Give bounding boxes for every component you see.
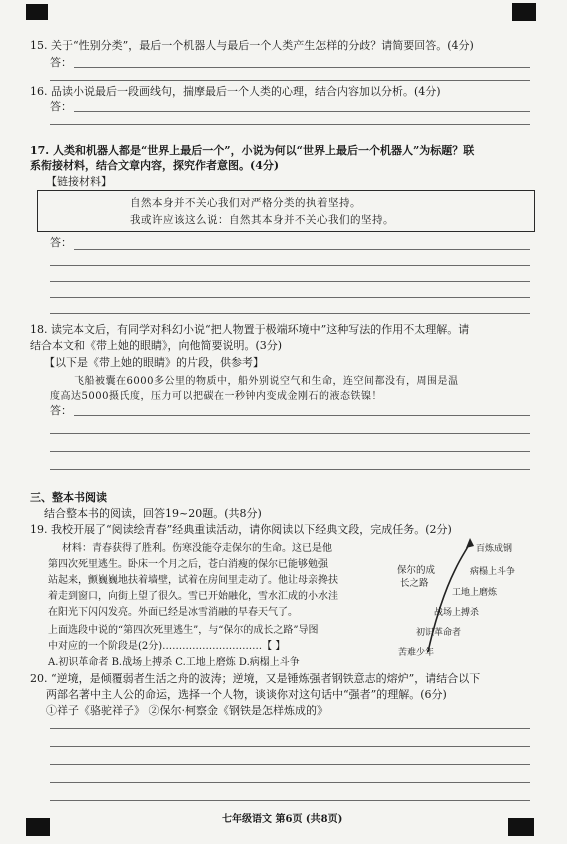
stage-5: 初识革命者 (416, 628, 462, 638)
excerpt-label: 【以下是《带上她的眼睛》的片段，供参考】 (44, 356, 264, 369)
arrow-head-icon (466, 538, 474, 548)
material-line-2: 第四次死里逃生。卧床一个月之后，苍白消瘦的保尔已能够勉强 (48, 559, 328, 570)
material-line-4: 着走到窗口，向街上望了很久。雪已开始融化，雪水汇成的小水洼 (48, 591, 338, 602)
stage-3: 工地上磨炼 (452, 588, 498, 598)
material-line-5: 在阳光下闪闪发亮。外面已经是冰雪消融的早春天气了。 (48, 607, 298, 618)
stage-4: 战场上搏杀 (434, 608, 480, 618)
question-16: 16. 品读小说最后一段画线句，揣摩最后一个人类的心理，结合内容加以分析。(4分) (30, 85, 441, 98)
stage-1: 百炼成钢 (476, 544, 513, 554)
answer-label-18: 答： (50, 404, 72, 417)
page-footer: 七年级语文 第6页 (共8页) (222, 814, 343, 825)
answer-label-15: 答： (50, 56, 72, 69)
link-quote-2: 我或许应该这么说：自然其本身并不关心我们的坚持。 (130, 214, 394, 226)
question-20-line1: 20. “逆境，是倾覆弱者生活之舟的波涛；逆境，又是锤炼强者钢铁意志的熔炉”，请结合以下 (30, 672, 481, 685)
stage-6: 苦难少年 (398, 648, 435, 658)
question-19-options: A.初识革命者 B.战场上搏杀 C.工地上磨炼 D.病榻上斗争 (48, 657, 300, 668)
question-19: 19. 我校开展了“阅读绘青春”经典重读活动，请你阅读以下经典文段，完成任务。(2分) (30, 523, 452, 536)
excerpt-line-2: 度高达5000摄氏度，压力可以把碳在一秒钟内变成金刚石的液态铁镍！ (50, 391, 382, 402)
answer-line[interactable] (50, 746, 530, 747)
question-15: 15. 关于“性别分类”，最后一个机器人与最后一个人类产生怎样的分歧？请简要回答。(4分) (30, 39, 474, 52)
map-title-line-2: 长之路 (400, 578, 429, 589)
material-line-3: 站起来，颤巍巍地扶着墙壁，试着在房间里走动了。他让母亲搀扶 (48, 575, 338, 586)
answer-label-17: 答： (50, 236, 72, 249)
question-20-line2: 两部名著中主人公的命运，选择一个人物，谈谈你对这句话中“强者”的理解。(6分) (46, 688, 447, 701)
material-line-1: 材料：青春获得了胜利。伤寒没能夺走保尔的生命。这已是他 (62, 543, 332, 554)
link-quote-1: 自然本身并不关心我们对严格分类的执着坚持。 (130, 197, 361, 209)
question-18-line2: 结合本文和《带上她的眼睛》，向他简要说明。(3分) (30, 339, 283, 352)
answer-line[interactable] (50, 782, 530, 783)
stage-2: 病榻上斗争 (470, 567, 516, 577)
link-material-label: 【链接材料】 (46, 175, 112, 188)
excerpt-line-1: 飞船被囊在6000多公里的物质中，船外别说空气和生命，连空间都没有，周围是温 (74, 376, 459, 387)
question-17-line2: 系衔接材料，结合文章内容，探究作者意图。(4分) (30, 159, 280, 172)
answer-line[interactable] (50, 728, 530, 729)
question-19-ask-1: 上面选段中说的“第四次死里逃生”，与“保尔的成长之路”导图 (48, 625, 319, 636)
answer-label-16: 答： (50, 100, 72, 113)
question-17-line1: 17. 人类和机器人都是“世界上最后一个”，小说为何以“世界上最后一个机器人”为标题？联 (30, 144, 475, 157)
question-18-line1: 18. 读完本文后，有同学对科幻小说“把人物置于极端环境中”这种写法的作用不太理解。请 (30, 323, 470, 336)
answer-line[interactable] (50, 764, 530, 765)
section-3-intro: 结合整本书的阅读，回答19~20题。(共8分) (44, 507, 262, 520)
answer-line[interactable] (50, 800, 530, 801)
question-19-ask-2: 中对应的一个阶段是(2分)…………………………【 】 (48, 641, 286, 652)
question-20-line3: ①祥子《骆驼祥子》 ②保尔·柯察金《钢铁是怎样炼成的》 (46, 704, 328, 717)
map-title-line-1: 保尔的成 (397, 565, 436, 576)
section-3-title: 三、整本书阅读 (30, 491, 107, 504)
